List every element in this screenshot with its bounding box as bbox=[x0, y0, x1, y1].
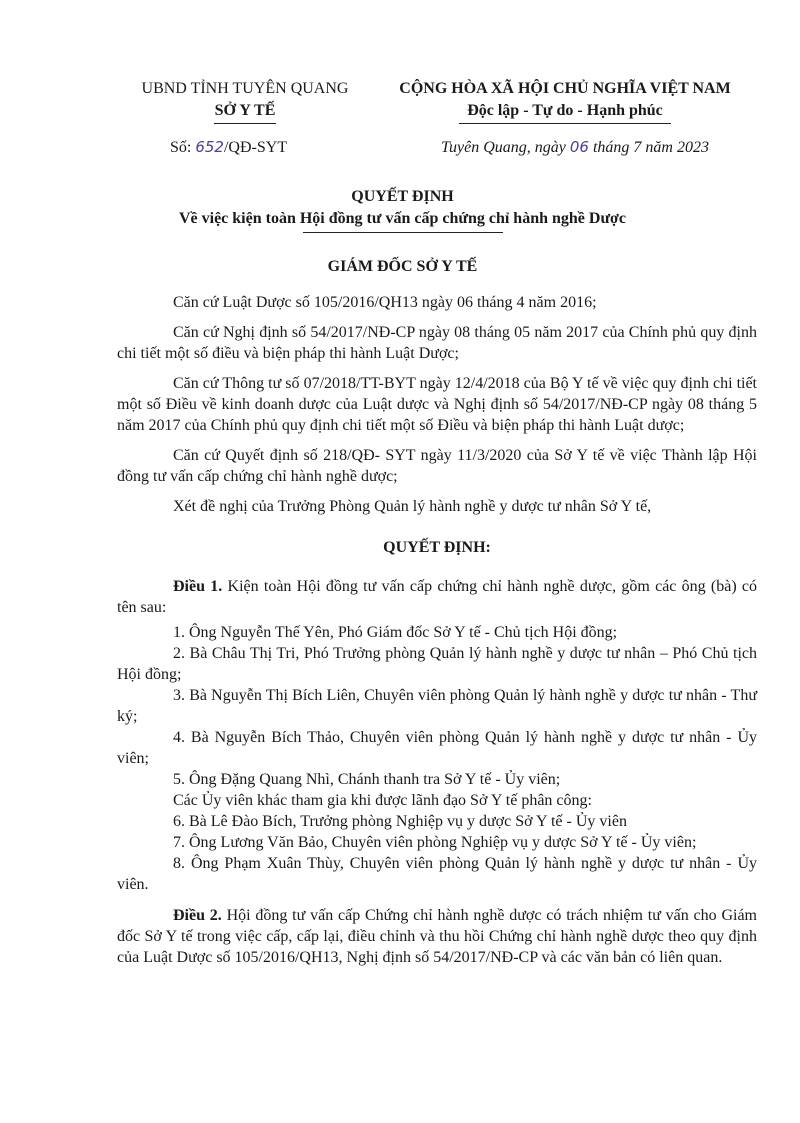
place-date-suffix: tháng 7 năm 2023 bbox=[588, 139, 709, 156]
place-date-prefix: Tuyên Quang, ngày bbox=[441, 139, 570, 156]
agency-name: UBND TỈNH TUYÊN QUANG bbox=[141, 80, 349, 97]
article-2-text: Hội đồng tư vấn cấp Chứng chỉ hành nghề dược có trách nhiệm tư vấn cho Giám đốc Sở Y tế trong việc cấp, cấp lại, điều chỉnh và thu hồi Chứng chỉ hành nghề dược theo quy định của Luật Dược số 105/2016/QH13, Nghị định số 54/2017/NĐ-CP và các văn bản có liên quan. bbox=[117, 907, 758, 966]
preamble-paragraph: Xét đề nghị của Trưởng Phòng Quản lý hành nghề y dược tư nhân Sở Y tế, bbox=[173, 498, 652, 515]
doc-number-suffix: /QĐ-SYT bbox=[223, 139, 288, 156]
national-title-block bbox=[370, 78, 760, 124]
member-item: 7. Ông Lương Văn Bảo, Chuyên viên phòng Nghiệp vụ y dược Sở Y tế - Ủy viên; bbox=[173, 834, 697, 851]
member-item: 3. Bà Nguyễn Thị Bích Liên, Chuyên viên phòng Quản lý hành nghề y dược tư nhân - Thư ký; bbox=[117, 687, 757, 725]
member-item: 8. Ông Phạm Xuân Thùy, Chuyên viên phòng Quản lý hành nghề y dược tư nhân - Ủy viên. bbox=[117, 855, 757, 893]
day-handwritten: 06 bbox=[569, 138, 589, 156]
national-title: CỘNG HÒA XÃ HỘI CHỦ NGHĨA VIỆT NAM bbox=[399, 80, 731, 97]
preamble-paragraph: Căn cứ Luật Dược số 105/2016/QH13 ngày 06 tháng 4 năm 2016; bbox=[173, 294, 597, 311]
article-1 bbox=[117, 576, 757, 618]
department-underline bbox=[214, 123, 276, 124]
issuing-authority: GIÁM ĐỐC SỞ Y TẾ bbox=[327, 258, 478, 275]
place-and-date bbox=[441, 138, 709, 157]
member-item: 4. Bà Nguyễn Bích Thảo, Chuyên viên phòng Quản lý hành nghề y dược tư nhân - Ủy viên; bbox=[117, 729, 757, 767]
document-number bbox=[170, 138, 287, 157]
doc-number-handwritten: 652 bbox=[195, 138, 224, 156]
subject-underline bbox=[303, 232, 503, 233]
other-members-note: Các Ủy viên khác tham gia khi được lãnh đạo Sở Y tế phân công: bbox=[173, 792, 592, 809]
document-title-block bbox=[60, 186, 745, 233]
preamble-paragraph: Căn cứ Quyết định số 218/QĐ- SYT ngày 11/3/2020 của Sở Y tế về việc Thành lập Hội đồng tư vấn cấp chứng chỉ hành nghề dược; bbox=[117, 447, 757, 485]
document-body bbox=[117, 292, 757, 972]
article-2-label: Điều 2. bbox=[173, 907, 222, 924]
decision-heading: QUYẾT ĐỊNH: bbox=[383, 539, 491, 556]
preamble-paragraph: Căn cứ Thông tư số 07/2018/TT-BYT ngày 12/4/2018 của Bộ Y tế về việc quy định chi tiết một số Điều về kinh doanh dược của Luật dược và Nghị định số 54/2017/NĐ-CP ngày 08 tháng 5 năm 2017 của Chính phủ quy định chi tiết một số Điều và biện pháp thi hành Luật dược; bbox=[117, 375, 757, 434]
member-item: 6. Bà Lê Đào Bích, Trưởng phòng Nghiệp vụ y dược Sở Y tế - Ủy viên bbox=[173, 813, 627, 830]
article-1-label: Điều 1. bbox=[173, 578, 223, 595]
article-2 bbox=[117, 905, 757, 968]
national-motto: Độc lập - Tự do - Hạnh phúc bbox=[467, 102, 663, 119]
department-name: SỞ Y TẾ bbox=[214, 102, 276, 119]
doc-number-prefix: Số: bbox=[170, 139, 196, 156]
motto-underline bbox=[459, 123, 671, 124]
document-subject: Về việc kiện toàn Hội đồng tư vấn cấp chứng chỉ hành nghề Dược bbox=[178, 210, 627, 227]
issuing-agency-block bbox=[120, 78, 370, 124]
article-1-text: Kiện toàn Hội đồng tư vấn cấp chứng chỉ hành nghề dược, gồm các ông (bà) có tên sau: bbox=[117, 578, 758, 616]
member-item: 1. Ông Nguyễn Thế Yên, Phó Giám đốc Sở Y tế - Chủ tịch Hội đồng; bbox=[173, 624, 618, 641]
preamble-paragraph: Căn cứ Nghị định số 54/2017/NĐ-CP ngày 08 tháng 05 năm 2017 của Chính phủ quy định chi tiết một số điều và biện pháp thi hành Luật Dược; bbox=[117, 324, 757, 362]
document-type-title: QUYẾT ĐỊNH bbox=[351, 188, 454, 205]
member-item: 5. Ông Đặng Quang Nhì, Chánh thanh tra Sở Y tế - Ủy viên; bbox=[173, 771, 561, 788]
member-item: 2. Bà Châu Thị Tri, Phó Trưởng phòng Quản lý hành nghề y dược tư nhân – Phó Chủ tịch Hội đồng; bbox=[117, 645, 757, 683]
